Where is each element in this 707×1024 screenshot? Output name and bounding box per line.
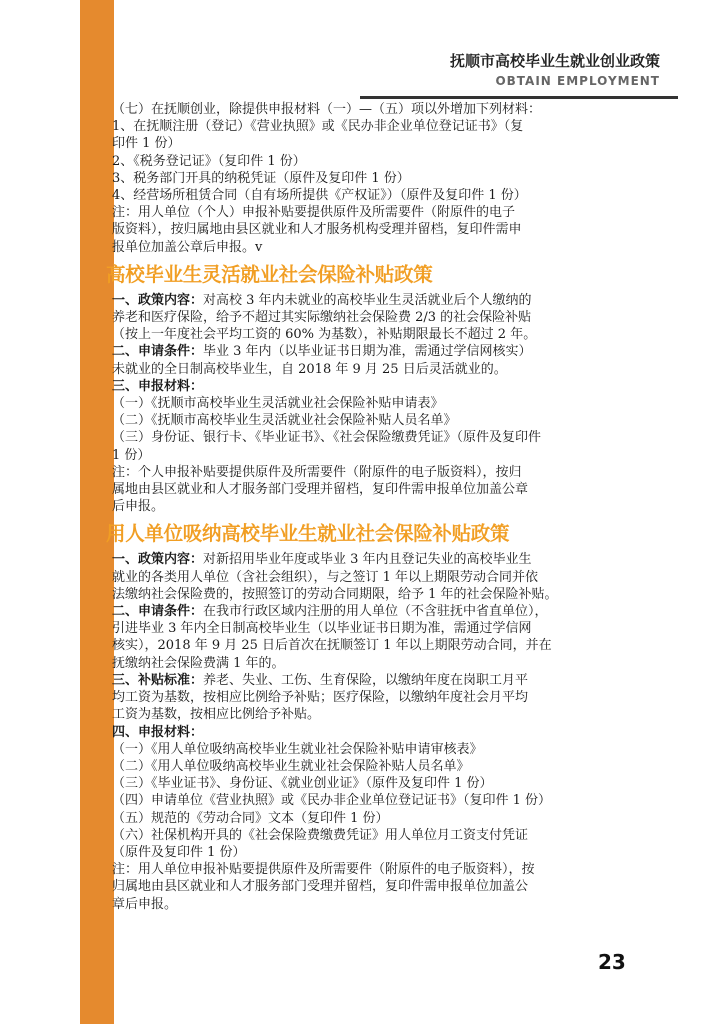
intro-line: 印件 1 份）: [112, 136, 181, 152]
paragraph-line: [112, 724, 632, 741]
clause-text: （一）《抚顺市高校毕业生灵活就业社会保险补贴申请表》: [112, 396, 444, 412]
clause-text: 对高校 3 年内未就业的高校毕业生灵活就业后个人缴纳的: [203, 292, 532, 308]
clause-text: 引进毕业 3 年内全日制高校毕业生（以毕业证书日期为准，需通过学信网: [112, 621, 532, 637]
clause-text: 抚缴纳社会保险费满 1 年的。: [112, 655, 285, 671]
clause-text: 1 份）: [112, 447, 151, 463]
clause-text: 注：用人单位申报补贴要提供原件及所需要件（附原件的电子版资料），按: [112, 862, 535, 878]
paragraph-line: [112, 326, 632, 343]
paragraph-line: [112, 706, 632, 723]
paragraph-line: [112, 569, 632, 586]
clause-label: 三、申报材料：: [112, 378, 204, 394]
paragraph-line: [112, 551, 632, 568]
clause-text: （三）身份证、银行卡、《毕业证书》、《社会保险缴费凭证》（原件及复印件: [112, 430, 542, 446]
intro-line: （七）在抚顺创业，除提供申报材料（一）—（五）项以外增加下列材料：: [112, 102, 542, 117]
clause-label: 二、申请条件：: [112, 604, 204, 620]
paragraph-line: [112, 672, 632, 689]
paragraph-line: [112, 309, 632, 326]
clause-text: （五）规范的《劳动合同》文本（复印件 1 份）: [112, 810, 389, 826]
intro-line: 2、《税务登记证》（复印件 1 份）: [112, 153, 306, 169]
clause-text: 核实），2018 年 9 月 25 日后首次在抚顺签订 1 年以上期限劳动合同，并在: [112, 638, 552, 654]
header-rule: [360, 96, 678, 99]
employer-subsidy-section: [112, 551, 632, 912]
document-body: [106, 101, 632, 913]
paragraph-line: [112, 896, 632, 913]
paragraph-line: [112, 792, 632, 809]
clause-text: 就业的各类用人单位（含社会组织），与之签订 1 年以上期限劳动合同并依: [112, 569, 539, 585]
clause-text: 属地由县区就业和人才服务部门受理并留档，复印件需申报单位加盖公章: [112, 482, 529, 498]
clause-text: （一）《用人单位吸纳高校毕业生就业社会保险补贴申请审核表》: [112, 741, 483, 757]
clause-text: 未就业的全日制高校毕业生，自 2018 年 9 月 25 日后灵活就业的。: [112, 361, 507, 377]
intro-line: 版资料），按归属地由县区就业和人才服务机构受理并留档，复印件需申: [112, 222, 522, 238]
clause-text: 养老和医疗保险，给予不超过其实际缴纳社会保险费 2/3 的社会保险补贴: [112, 310, 532, 326]
intro-line: 4、经营场所租赁合同（自有场所提供《产权证》）（原件及复印件 1 份）: [112, 188, 527, 204]
paragraph-line: [112, 689, 632, 706]
paragraph-line: [112, 603, 632, 620]
paragraph-line: [112, 861, 632, 878]
paragraph-line: [112, 586, 632, 603]
paragraph-line: [112, 395, 632, 412]
intro-section: [112, 101, 632, 256]
paragraph-line: [112, 498, 632, 515]
paragraph-line: [112, 810, 632, 827]
paragraph-line: [112, 343, 632, 360]
clause-text: 后申报。: [112, 499, 165, 515]
paragraph-line: [112, 758, 632, 775]
clause-label: 二、申请条件：: [112, 344, 204, 360]
page-number: 23: [598, 950, 626, 974]
clause-text: 毕业 3 年内（以毕业证书日期为准，需通过学信网核实）: [203, 344, 532, 360]
clause-text: （三）《毕业证书》、身份证、《就业创业证》（原件及复印件 1 份）: [112, 776, 493, 792]
paragraph-line: [112, 412, 632, 429]
paragraph-line: [112, 637, 632, 654]
paragraph-line: [112, 464, 632, 481]
clause-text: （二）《用人单位吸纳高校毕业生就业社会保险补贴人员名单》: [112, 758, 470, 774]
paragraph-line: [112, 827, 632, 844]
intro-line: 1、在抚顺注册（登记）《营业执照》或《民办非企业单位登记证书》（复: [112, 119, 524, 135]
clause-text: 法缴纳社会保险费的，按照签订的劳动合同期限，给予 1 年的社会保险补贴。: [112, 586, 558, 602]
clause-label: 一、政策内容：: [112, 292, 204, 308]
paragraph-line: [112, 361, 632, 378]
clause-label: 四、申报材料：: [112, 724, 204, 740]
clause-text: 对新招用毕业年度或毕业 3 年内且登记失业的高校毕业生: [203, 552, 532, 568]
paragraph-line: [112, 775, 632, 792]
clause-text: 工资为基数，按相应比例给予补贴。: [112, 707, 321, 723]
clause-text: 均工资为基数，按相应比例给予补贴；医疗保险，以缴纳年度社会月平均: [112, 690, 529, 706]
left-accent-band: [80, 0, 114, 1024]
clause-text: （六）社保机构开具的《社会保险费缴费凭证》用人单位月工资支付凭证: [112, 827, 529, 843]
clause-text: 归属地由县区就业和人才服务部门受理并留档，复印件需申报单位加盖公: [112, 879, 529, 895]
paragraph-line: [112, 481, 632, 498]
clause-text: 章后申报。: [112, 896, 178, 912]
intro-line: 注：用人单位（个人）申报补贴要提供原件及所需要件（附原件的电子: [112, 205, 516, 221]
page-header-title: 抚顺市高校毕业生就业创业政策: [449, 52, 660, 70]
clause-text: （按上一年度社会平均工资的 60% 为基数），补贴期限最长不超过 2 年。: [112, 327, 537, 343]
section-heading-flexible-employment: 高校毕业生灵活就业社会保险补贴政策: [106, 262, 433, 286]
paragraph-line: [112, 741, 632, 758]
page-header-subtitle: OBTAIN EMPLOYMENT: [495, 74, 660, 88]
section-heading-employer-subsidy: 用人单位吸纳高校毕业生就业社会保险补贴政策: [106, 522, 510, 546]
clause-label: 一、政策内容：: [112, 552, 204, 568]
intro-line: 3、税务部门开具的纳税凭证（原件及复印件 1 份）: [112, 170, 410, 186]
paragraph-line: [112, 429, 632, 446]
paragraph-line: [112, 620, 632, 637]
paragraph-line: [112, 844, 632, 861]
intro-line: 报单位加盖公章后申报。v: [112, 239, 263, 255]
clause-text: 注：个人申报补贴要提供原件及所需要件（附原件的电子版资料），按归: [112, 464, 522, 480]
paragraph-line: [112, 292, 632, 309]
clause-text: 养老、失业、工伤、生育保险，以缴纳年度在岗职工月平: [203, 672, 529, 688]
paragraph-line: [112, 447, 632, 464]
clause-text: （四）申请单位《营业执照》或《民办非企业单位登记证书》（复印件 1 份）: [112, 793, 552, 809]
paragraph-line: [112, 378, 632, 395]
clause-label: 三、补贴标准：: [112, 672, 204, 688]
clause-text: （原件及复印件 1 份）: [112, 844, 246, 860]
clause-text: （二）《抚顺市高校毕业生灵活就业社会保险补贴人员名单》: [112, 413, 457, 429]
flexible-employment-section: [112, 292, 632, 516]
clause-text: 在我市行政区域内注册的用人单位（不含驻抚中省直单位），: [203, 604, 548, 620]
paragraph-line: [112, 878, 632, 895]
paragraph-line: [112, 655, 632, 672]
